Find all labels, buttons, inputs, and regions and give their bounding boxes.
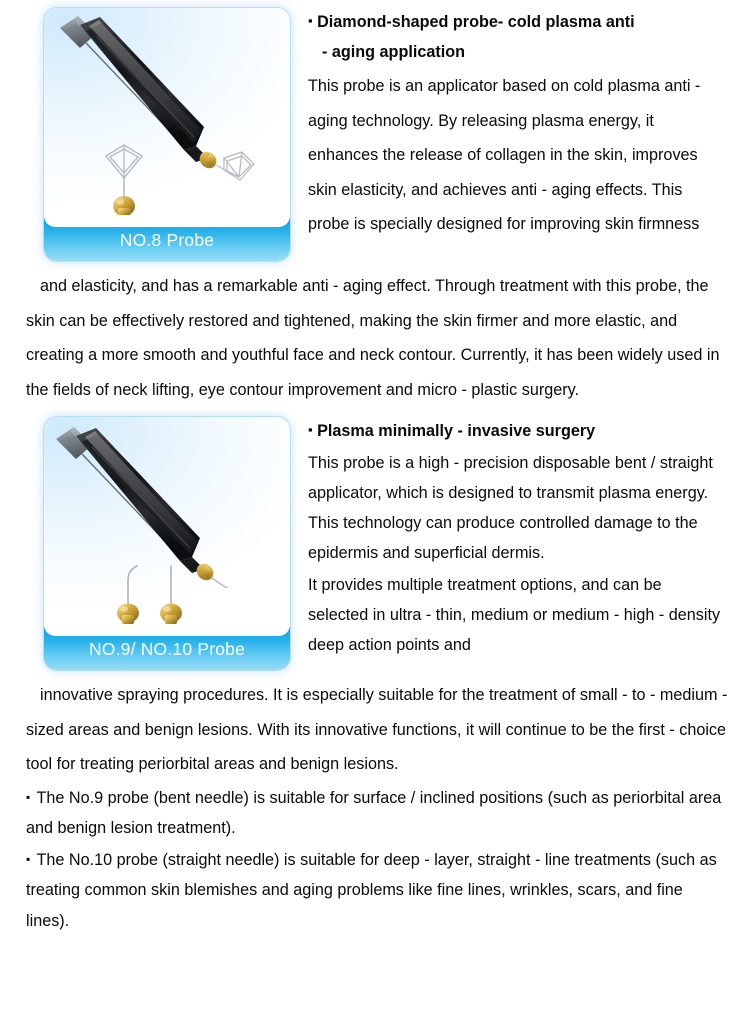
section-no9-body-full: innovative spraying procedures. It is especially suitable for the treatment of small - to - medium - sized areas and benign lesions. With its innovative functions, it will continue to be the first - choice tool for treating periorbital areas and benign lesions. <box>26 686 728 773</box>
square-bullet-icon: ▪ <box>26 789 31 804</box>
section-no9-text-column <box>308 407 728 660</box>
product-card-no9-no10 <box>44 417 290 670</box>
product-card-no8 <box>44 8 290 261</box>
section-no9-bullet-2 <box>26 844 728 937</box>
square-bullet-icon: ▪ <box>26 851 31 866</box>
product-photo-no8 <box>44 8 290 227</box>
section-no9-heading-line1: Plasma minimally - invasive surgery <box>317 422 596 440</box>
straight-needle-no10-icon <box>149 563 195 629</box>
product-photo-no9-no10 <box>44 417 290 636</box>
section-no8-heading-line2: - aging application <box>322 43 465 61</box>
section-no9-body-wrapped-1: This probe is a high - precision disposable bent / straight applicator, which is designed to transmit plasma energy. This technology can produce controlled damage to the epidermis and superficial dermis. <box>308 454 713 562</box>
section-no9-bullet-2-text: The No.10 probe (straight needle) is suitable for deep - layer, straight - line treatments (such as treating common skin blemishes and aging problems like fine lines, wrinkles, scars, and fine lines). <box>26 850 717 930</box>
square-bullet-icon: ▪ <box>308 13 313 28</box>
section-no9-bullet-1 <box>26 782 728 844</box>
product-label-text: NO.9/ NO.10 Probe <box>88 638 246 659</box>
bent-needle-no9-icon <box>106 563 152 629</box>
section-no9-body-wrapped-2: It provides multiple treatment options, and can be selected in ultra - thin, medium or medium - high - density deep action points and <box>308 576 721 654</box>
square-bullet-icon: ▪ <box>308 422 313 437</box>
diamond-probe-tip-icon <box>98 136 160 224</box>
section-no8-heading-line1: Diamond-shaped probe- cold plasma anti <box>317 13 635 31</box>
section-no8-text-column <box>308 0 728 242</box>
section-no9-bullet-1-text: The No.9 probe (bent needle) is suitable for surface / inclined positions (such as periorbital area and benign lesion treatment). <box>26 788 722 837</box>
section-no9-heading <box>308 415 724 446</box>
diamond-tip-attached-icon <box>212 144 268 196</box>
section-no8-body-wrapped: This probe is an applicator based on cold plasma anti - aging technology. By releasing plasma energy, it enhances the release of collagen in the skin, improves skin elasticity, and achieves anti - aging effects. This probe is specially designed for improving skin firmness <box>308 77 701 233</box>
section-no8-heading <box>308 6 724 67</box>
product-label-text: NO.8 Probe <box>119 229 215 250</box>
section-no8-body-full: and elasticity, and has a remarkable anti - aging effect. Through treatment with this probe, the skin can be effectively restored and tightened, making the skin firmer and more elastic, and creating a more smooth and youthful face and neck contour. Currently, it has been widely used in the fields of neck lifting, eye contour improvement and micro - plastic surgery. <box>26 277 720 399</box>
